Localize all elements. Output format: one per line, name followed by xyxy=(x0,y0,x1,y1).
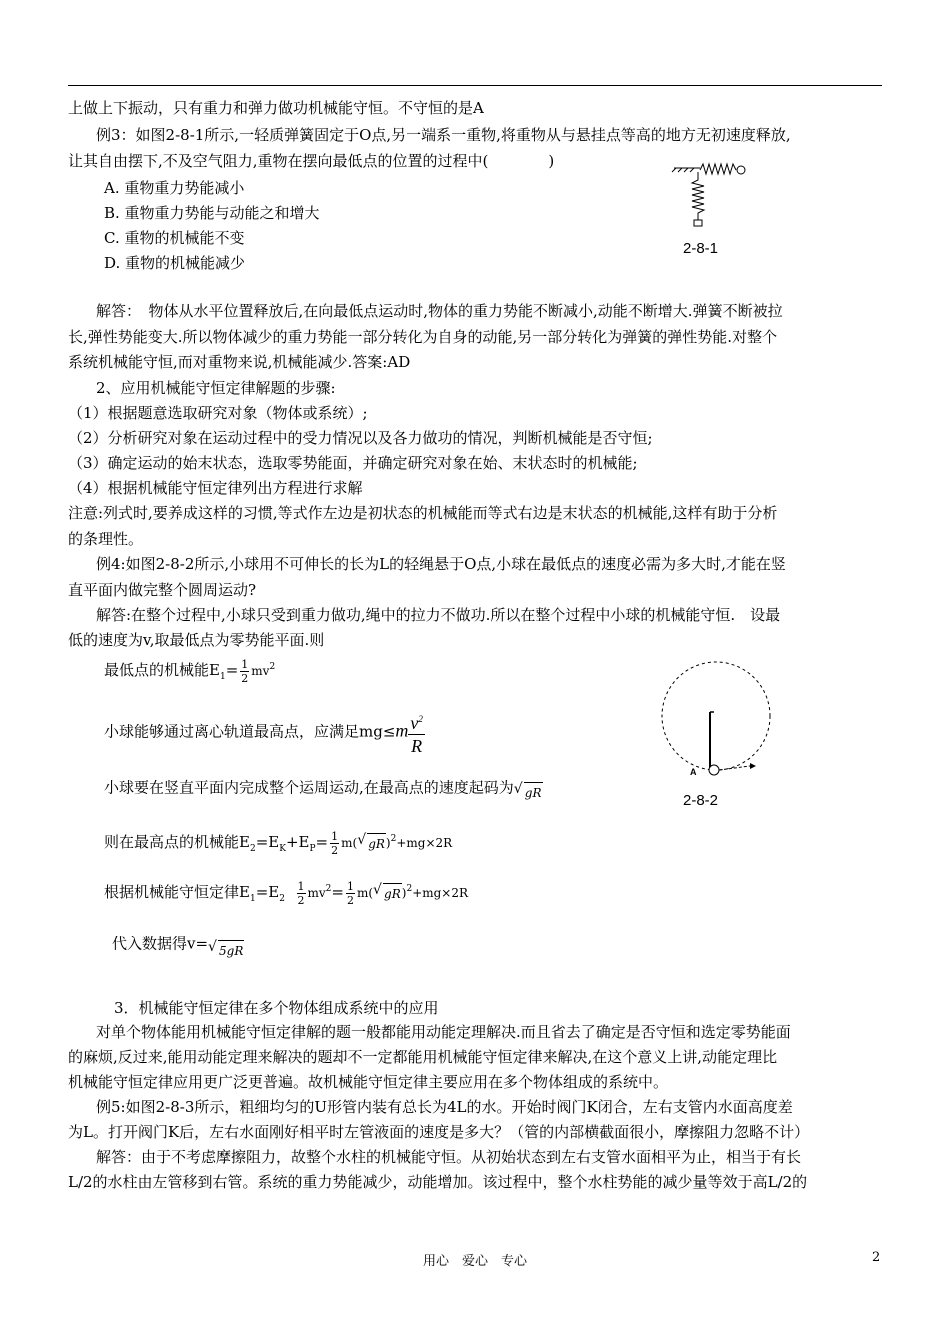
step-2: （2）分析研究对象在运动过程中的受力情况以及各力做功的情况，判断机械能是否守恒; xyxy=(68,429,653,447)
equation-top-energy: 则在最高点的机械能$E_2=E_K+E_P=$ $\frac{1}{2}$ m(√ gR)$^2$+mg×2R xyxy=(104,829,452,859)
equation-lowest-energy: 最低点的机械能$E_1=$ $\frac{1}{2}$ $mv^2$ xyxy=(104,657,276,685)
example-5-line-2: 为L。打开阀门K后，左右水面刚好相平时左管液面的速度是多大？（管的内部横截面很小，摩擦阻力忽略不计） xyxy=(68,1123,810,1141)
step-4: （4）根据机械能守恒定律列出方程进行求解 xyxy=(68,479,363,497)
equation-result: 代入数据得v=√ 5gR xyxy=(112,928,244,961)
page-number: 2 xyxy=(872,1250,881,1265)
equation-min-speed: 小球要在竖直平面内完成整个运周运动,在最高点的速度起码为√ gR xyxy=(104,774,543,803)
example-3-line-1: 例3：如图2-8-1所示,一轻质弹簧固定于O点,另一端系一重物,将重物从与悬挂点等高的地方无初速度释放, xyxy=(96,126,791,144)
answer-3-line-3: 系统机械能守恒,而对重物来说,机械能减少.答案:AD xyxy=(68,353,411,371)
figure-2-8-1-label: 2-8-1 xyxy=(683,240,719,257)
section-3-line-1: 对单个物体能用机械能守恒定律解的题一般都能用动能定理解决.而且省去了确定是否守恒和选定零势能面 xyxy=(96,1023,791,1041)
option-a: A. 重物重力势能减小 xyxy=(104,179,245,197)
answer-3-line-2: 长,弹性势能变大.所以物体减少的重力势能一部分转化为自身的动能,另一部分转化为弹簧的弹性势能.对整个 xyxy=(68,328,778,346)
section-3-line-3: 机械能守恒定律应用更广泛更普遍。故机械能守恒定律主要应用在多个物体组成的系统中。 xyxy=(68,1073,669,1091)
steps-heading: 2、应用机械能守恒定律解题的步骤: xyxy=(96,379,336,397)
option-b: B. 重物重力势能与动能之和增大 xyxy=(104,204,320,222)
figure-2-8-1 xyxy=(670,150,760,240)
footer-motto: 用心 爱心 专心 xyxy=(422,1254,527,1269)
text-line: 上做上下振动，只有重力和弹力做功机械能守恒。不守恒的是A xyxy=(68,99,484,117)
answer-5-line-1: 解答：由于不考虑摩擦阻力，故整个水柱的机械能守恒。从初始状态到左右支管水面相平为止，相当于有长 xyxy=(96,1148,802,1166)
example-3-line-2: 让其自由摆下,不及空气阻力,重物在摆向最低点的位置的过程中( ) xyxy=(68,152,555,170)
section-3-line-2: 的麻烦,反过来,能用动能定理来解决的题却不一定都能用机械能守恒定律来解决,在这个意义上讲,动能定理比 xyxy=(68,1048,778,1066)
equation-conservation: 根据机械能守恒定律$E_1=E_2$ $\frac{1}{2}$ $mv^2=$ $\frac{1}{2}$ m(√ gR)$^2$+mg×2R xyxy=(104,879,468,909)
answer-4-line-2: 低的速度为v,取最低点为零势能平面.则 xyxy=(68,631,325,649)
equation-top-condition: 小球能够通过离心轨道最高点，应满足mg≤m $\frac{v^2}{R}$ xyxy=(104,708,425,757)
figure-2-8-2-point-a: A xyxy=(690,767,697,777)
step-3: （3）确定运动的始末状态，选取零势能面，并确定研究对象在始、末状态时的机械能; xyxy=(68,454,638,472)
example-4-line-1: 例4:如图2-8-2所示,小球用不可伸长的长为L的轻绳悬于O点,小球在最低点的速度必需为多大时,才能在竖 xyxy=(96,555,786,573)
answer-3-line-1: 解答： 物体从水平位置释放后,在向最低点运动时,物体的重力势能不断减小,动能不断增大.弹簧不断被拉 xyxy=(96,302,783,320)
step-1: （1）根据题意选取研究对象（物体或系统）; xyxy=(68,404,368,422)
answer-5-line-2: L/2的水柱由左管移到右管。系统的重力势能减少，动能增加。该过程中，整个水柱势能的减少量等效于高L/2的 xyxy=(68,1173,808,1191)
header-rule xyxy=(68,85,882,86)
note-line-1: 注意:列式时,要养成这样的习惯,等式作左边是初状态的机械能而等式右边是末状态的机械能,这样有助于分析 xyxy=(68,504,778,522)
answer-4-line-1: 解答:在整个过程中,小球只受到重力做功,绳中的拉力不做功.所以在整个过程中小球的机械能守恒. 设最 xyxy=(96,606,781,624)
figure-2-8-2-label: 2-8-2 xyxy=(683,792,719,809)
note-line-2: 的条理性。 xyxy=(68,530,144,548)
example-4-line-2: 直平面内做完整个圆周运动? xyxy=(68,581,257,599)
option-d: D. 重物的机械能减少 xyxy=(104,254,246,272)
example-5-line-1: 例5:如图2-8-3所示，粗细均匀的U形管内装有总长为4L的水。开始时阀门K闭合，左右支管内水面高度差 xyxy=(96,1098,793,1116)
figure-2-8-2 xyxy=(650,650,780,790)
option-c: C. 重物的机械能不变 xyxy=(104,229,245,247)
section-3-heading: 3．机械能守恒定律在多个物体组成系统中的应用 xyxy=(114,999,439,1017)
